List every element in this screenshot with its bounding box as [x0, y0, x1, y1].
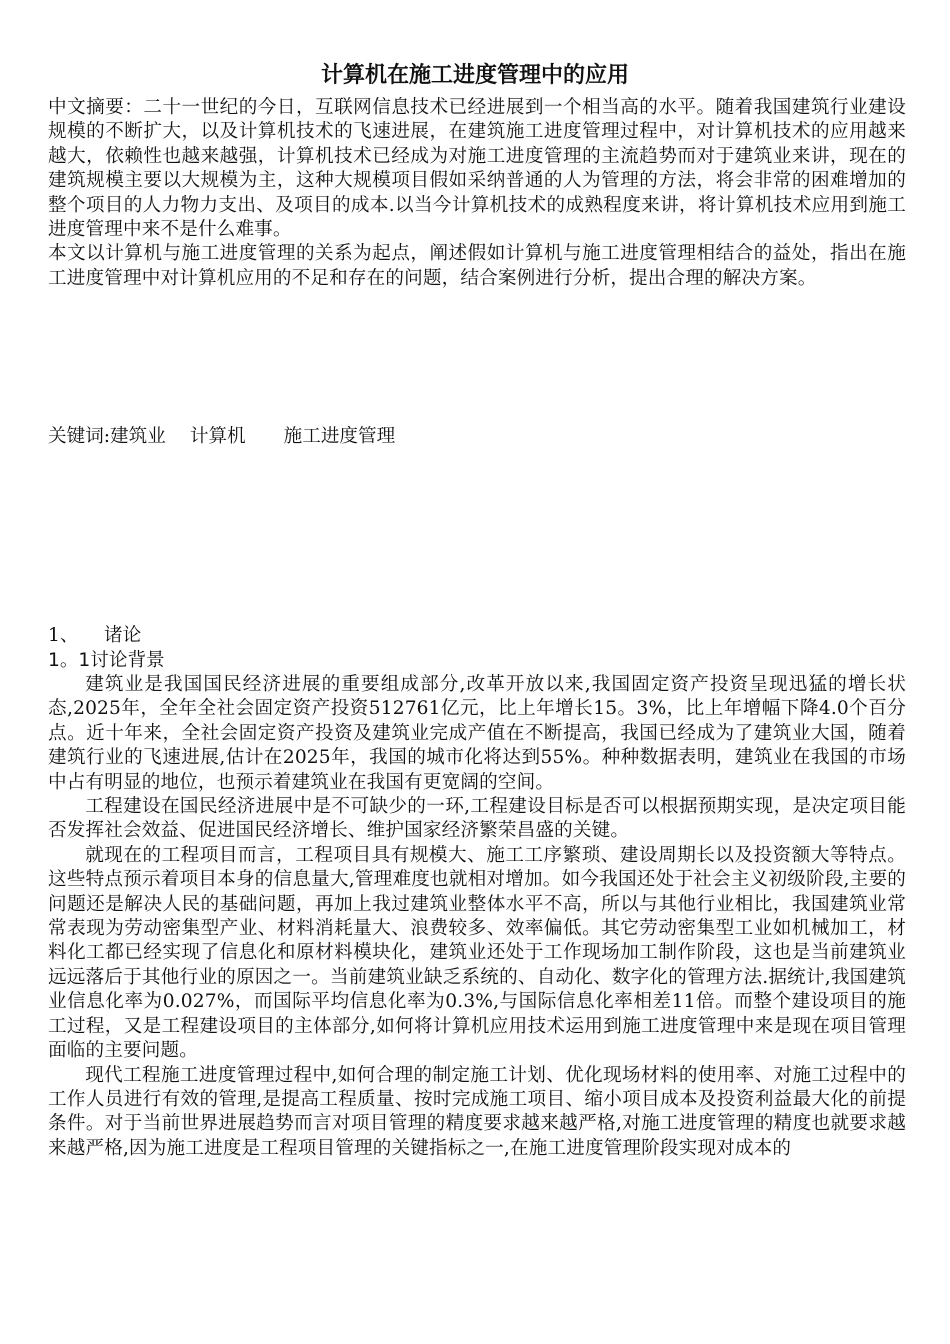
keyword-item: 施工进度管理	[283, 426, 396, 447]
body-paragraph: 现代工程施工进度管理过程中,如何合理的制定施工计划、优化现场材料的使用率、对施工过程中的工作人员进行有效的管理,是提高工程质量、按时完成施工项目、缩小项目成本及投资利益最大化的前提条件。对于当前世界进展趋势而言对项目管理的精度要求越来越严格,对施工进度管理的精度也就要求越来越严格,因为施工进度是工程项目管理的关键指标之一,在施工进度管理阶段实现对成本的	[48, 1064, 906, 1159]
subsection-heading: 1。1讨论背景	[48, 650, 165, 671]
body-paragraph: 建筑业是我国国民经济进展的重要组成部分,改革开放以来,我国固定资产投资呈现迅猛的增长状态,2025年，全年全社会固定资产投资512761亿元，比上年增长15。3%，比上年增幅下降4.0个百分点。近十年来，全社会固定资产投资及建筑业完成产值在不断提高，我国已经成为了建筑业大国，随着建筑行业的飞速进展,估计在2025年，我国的城市化将达到55%。种种数据表明，建筑业在我国的市场中占有明显的地位，也预示着建筑业在我国有更宽阔的空间。	[48, 674, 906, 793]
keyword-item: 建筑业	[110, 426, 166, 447]
document-title: 计算机在施工进度管理中的应用	[320, 63, 629, 88]
section-heading	[48, 624, 141, 648]
keywords-label: 关键词:	[48, 426, 111, 447]
abstract-paragraph: 中文摘要：二十一世纪的今日，互联网信息技术已经进展到一个相当高的水平。随着我国建筑行业建设规模的不断扩大，以及计算机技术的飞速进展，在建筑施工进度管理过程中，对计算机技术的应用越来越大，依赖性也越来越强，计算机技术已经成为对施工进度管理的主流趋势而对于建筑业来讲，现在的建筑规模主要以大规模为主，这种大规模项目假如采纳普通的人为管理的方法，将会非常的困难增加的整个项目的人力物力支出、及项目的成本.以当今计算机技术的成熟程度来讲，将计算机技术应用到施工进度管理中来不是什么难事。	[48, 97, 906, 241]
section-title: 诸论	[104, 625, 142, 646]
abstract-section	[48, 96, 906, 291]
body-paragraph: 就现在的工程项目而言，工程项目具有规模大、施工工序繁琐、建设周期长以及投资额大等特点。这些特点预示着项目本身的信息量大,管理难度也就相对增加。如今我国还处于社会主义初级阶段,主要的问题还是解决人民的基础问题，再加上我过建筑业整体水平不高，所以与其他行业相比，我国建筑业常常表现为劳动密集型产业、材料消耗量大、浪费较多、效率偏低。其它劳动密集型工业如机械加工，材料化工都已经实现了信息化和原材料模块化，建筑业还处于工作现场加工制作阶段，这也是当前建筑业远远落后于其他行业的原因之一。当前建筑业缺乏系统的、自动化、数字化的管理方法.据统计,我国建筑业信息化率为0.027%，而国际平均信息化率为0.3%,与国际信息化率相差11倍。而整个建设项目的施工过程，又是工程建设项目的主体部分,如何将计算机应用技术运用到施工进度管理中来是现在项目管理面临的主要问题。	[48, 844, 906, 1062]
keywords-line	[48, 425, 906, 449]
abstract-paragraph: 本文以计算机与施工进度管理的关系为起点，阐述假如计算机与施工进度管理相结合的益处，指出在施工进度管理中对计算机应用的不足和存在的问题，结合案例进行分析，提出合理的解决方案。	[48, 243, 906, 289]
keyword-item: 计算机	[189, 426, 246, 447]
section-number: 1、	[48, 625, 79, 646]
body-text	[48, 673, 906, 1161]
body-paragraph: 工程建设在国民经济进展中是不可缺少的一环,工程建设目标是否可以根据预期实现，是决定项目能否发挥社会效益、促进国民经济增长、维护国家经济繁荣昌盛的关键。	[48, 796, 906, 842]
